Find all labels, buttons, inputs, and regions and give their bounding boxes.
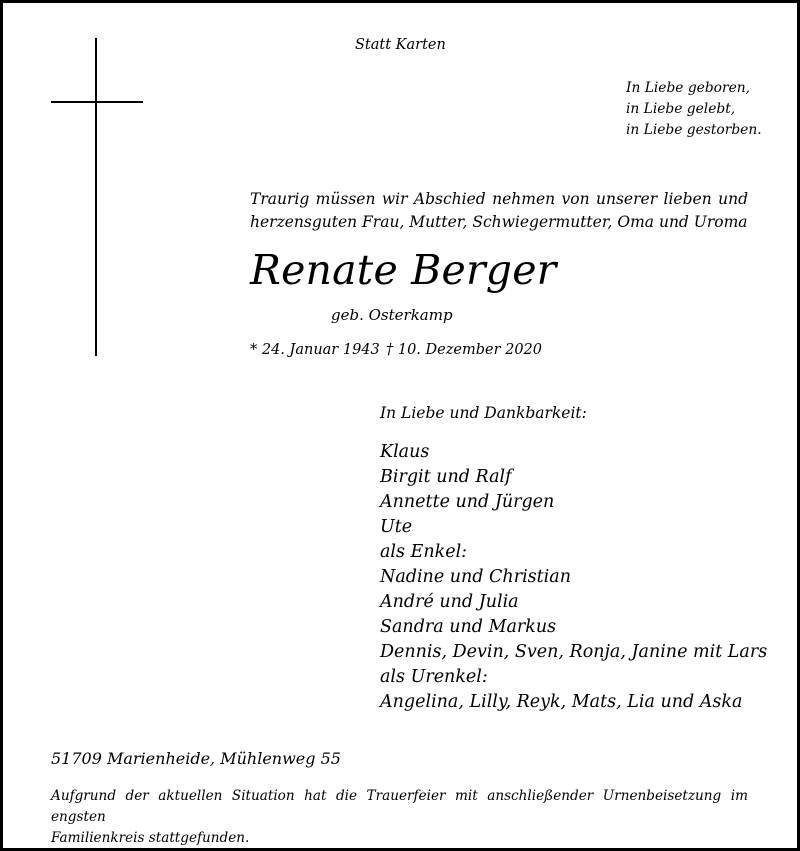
deceased-name: Renate Berger [250,246,557,294]
mourner-line: Ute [380,517,413,537]
mourners-list [380,440,767,715]
intro-line: herzensguten Frau, Mutter, Schwiegermutter, Oma und Uroma [250,213,748,231]
intro-line: Traurig müssen wir Abschied nehmen von unserer lieben und [250,190,748,208]
header-note: Statt Karten [355,37,446,53]
mourner-line: Klaus [380,442,430,462]
mourner-line: als Enkel: [380,542,468,562]
cross-icon [95,38,97,356]
address: 51709 Marienheide, Mühlenweg 55 [51,749,341,768]
motto [626,78,762,141]
cross-icon-bar [51,101,143,103]
mourner-line: Angelina, Lilly, Reyk, Mats, Lia und Aska [380,692,743,712]
mourner-line: Sandra und Markus [380,617,557,637]
mourner-line: als Urenkel: [380,667,488,687]
motto-line: in Liebe gestorben. [626,122,762,138]
motto-line: in Liebe gelebt, [626,101,736,117]
mourner-line: André und Julia [380,592,519,612]
mourners-heading: In Liebe und Dankbarkeit: [380,404,587,422]
motto-line: In Liebe geboren, [626,80,751,96]
notice-line: Aufgrund der aktuellen Situation hat die Trauerfeier mit anschließender Urnenbeisetzung im engsten [51,788,748,825]
death-date: † 10. Dezember 2020 [386,342,543,358]
funeral-notice [51,786,748,849]
maiden-name: geb. Osterkamp [331,306,453,324]
notice-line: Familienkreis stattgefunden. [51,830,250,846]
birth-date: * 24. Januar 1943 [250,342,380,358]
intro-text [250,188,748,234]
mourner-line: Nadine und Christian [380,567,571,587]
mourner-line: Birgit und Ralf [380,467,512,487]
mourner-line: Annette und Jürgen [380,492,555,512]
mourner-line: Dennis, Devin, Sven, Ronja, Janine mit Lars [380,642,768,662]
